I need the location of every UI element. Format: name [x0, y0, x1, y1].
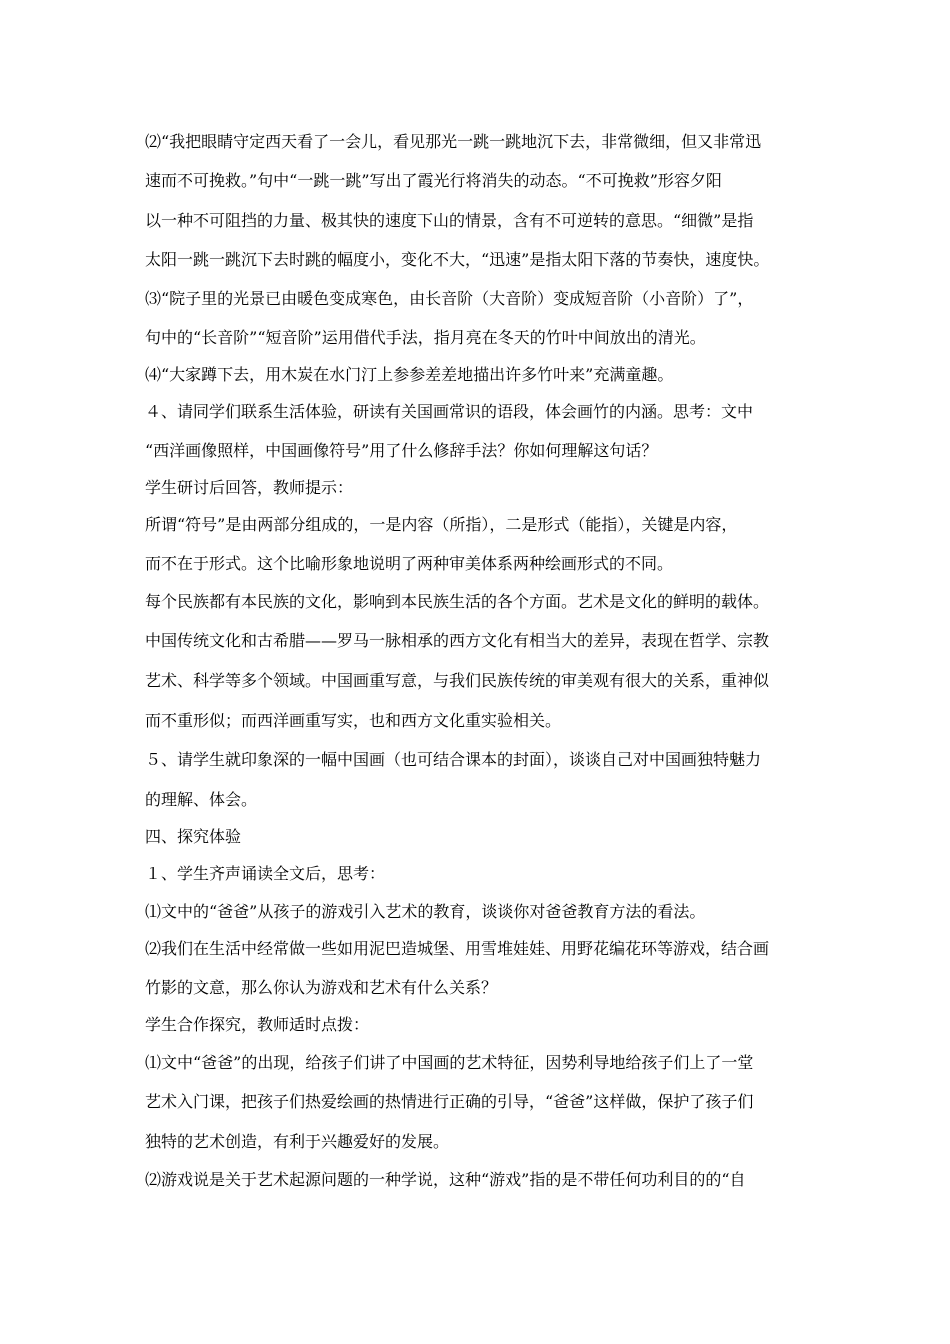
text-line: 速而不可挽救。”句中“一跳一跳”写出了霞光行将消失的动态。“不可挽救”形容夕阳 [145, 171, 722, 190]
text-line: ⑵我们在生活中经常做一些如用泥巴造城堡、用雪堆娃娃、用野花编花环等游戏，结合画 [145, 939, 770, 958]
text-line: 每个民族都有本民族的文化，影响到本民族生活的各个方面。艺术是文化的鲜明的载体。 [145, 592, 770, 611]
text-line: 中国传统文化和古希腊——罗马一脉相承的西方文化有相当大的差异，表现在哲学、宗教 [145, 631, 770, 650]
text-line: “西洋画像照样，中国画像符号”用了什么修辞手法？你如何理解这句话？ [145, 441, 658, 460]
text-line: 学生研讨后回答，教师提示： [145, 478, 354, 497]
text-line: ４、请同学们联系生活体验，研读有关国画常识的语段，体会画竹的内涵。思考：文中 [145, 402, 754, 421]
text-line: ⑷“大家蹲下去，用木炭在水门汀上参参差差地描出许多竹叶来”充满童趣。 [145, 365, 674, 384]
text-line: 艺术、科学等多个领域。中国画重写意，与我们民族传统的审美观有很大的关系，重神似 [145, 671, 770, 690]
text-line: ⑵游戏说是关于艺术起源问题的一种学说，这种“游戏”指的是不带任何功利目的的“自 [145, 1170, 746, 1189]
text-line: ⑴文中的“爸爸”从孩子的游戏引入艺术的教育，谈谈你对爸爸教育方法的看法。 [145, 902, 706, 921]
text-line: 句中的“长音阶”“短音阶”运用借代手法，指月亮在冬天的竹叶中间放出的清光。 [145, 328, 706, 347]
text-line: 竹影的文意，那么你认为游戏和艺术有什么关系？ [145, 978, 498, 997]
text-line: ⑶“院子里的光景已由暖色变成寒色，由长音阶（大音阶）变成短音阶（小音阶）了”， [145, 289, 754, 308]
text-line: 艺术入门课，把孩子们热爱绘画的热情进行正确的引导，“爸爸”这样做，保护了孩子们 [145, 1092, 754, 1111]
text-line: ５、请学生就印象深的一幅中国画（也可结合课本的封面），谈谈自己对中国画独特魅力 [145, 750, 762, 769]
text-line: 所谓“符号”是由两部分组成的，一是内容（所指），二是形式（能指），关键是内容， [145, 515, 738, 534]
text-line: 独特的艺术创造，有利于兴趣爱好的发展。 [145, 1132, 450, 1151]
text-line: 四、探究体验 [145, 827, 242, 846]
text-line: 而不在于形式。这个比喻形象地说明了两种审美体系两种绘画形式的不同。 [145, 554, 674, 573]
text-line: １、学生齐声诵读全文后，思考： [145, 864, 386, 883]
text-line: 学生合作探究，教师适时点拨： [145, 1015, 370, 1034]
text-line: 以一种不可阻挡的力量、极其快的速度下山的情景，含有不可逆转的意思。“细微”是指 [145, 211, 754, 230]
text-line: ⑴文中“爸爸”的出现，给孩子们讲了中国画的艺术特征，因势利导地给孩子们上了一堂 [145, 1053, 754, 1072]
text-line: 的理解、体会。 [145, 790, 258, 809]
text-line: ⑵“我把眼睛守定西天看了一会儿，看见那光一跳一跳地沉下去，非常微细，但又非常迅 [145, 132, 762, 151]
text-line: 而不重形似；而西洋画重写实，也和西方文化重实验相关。 [145, 711, 562, 730]
text-line: 太阳一跳一跳沉下去时跳的幅度小，变化不大，“迅速”是指太阳下落的节奏快，速度快。 [145, 250, 770, 269]
